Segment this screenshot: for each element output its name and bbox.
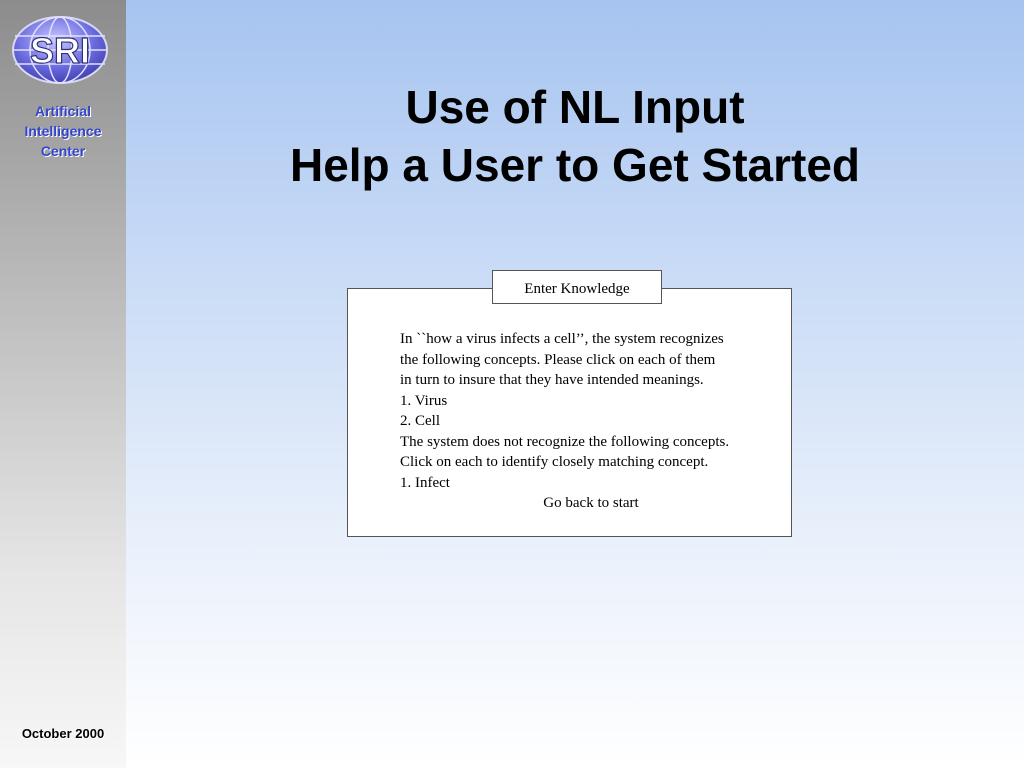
slide-title (126, 78, 1024, 194)
org-name (0, 101, 126, 161)
intro-line: In ``how a virus infects a cell’’, the system recognizes (400, 331, 724, 347)
org-line: Artificial (34, 103, 91, 119)
date-footer: October 2000 (21, 726, 105, 741)
logo-text: SRI (29, 30, 91, 71)
sri-logo (10, 14, 110, 86)
sri-globe-icon (10, 14, 110, 86)
tab-enter-knowledge[interactable]: Enter Knowledge (492, 270, 662, 304)
org-line: Center (40, 143, 86, 159)
unrecognized-intro-line: The system does not recognize the following concepts. (400, 433, 730, 450)
concept-link-cell[interactable]: 2. Cell (400, 413, 440, 429)
intro-line: in turn to insure that they have intended meanings. (400, 372, 704, 388)
concept-link-infect[interactable]: 1. Infect (400, 474, 450, 491)
title-line-2: Help a User to Get Started (289, 139, 861, 191)
go-back-link[interactable]: Go back to start (543, 495, 639, 511)
concept-link-virus[interactable]: 1. Virus (400, 392, 448, 409)
intro-line: the following concepts. Please click on each of them (400, 351, 716, 368)
dialog-content (400, 329, 790, 514)
title-line-1: Use of NL Input (405, 81, 745, 133)
org-line: Intelligence (24, 123, 102, 139)
unrecognized-intro-line: Click on each to identify closely matching concept. (400, 454, 709, 470)
sidebar (0, 0, 126, 768)
